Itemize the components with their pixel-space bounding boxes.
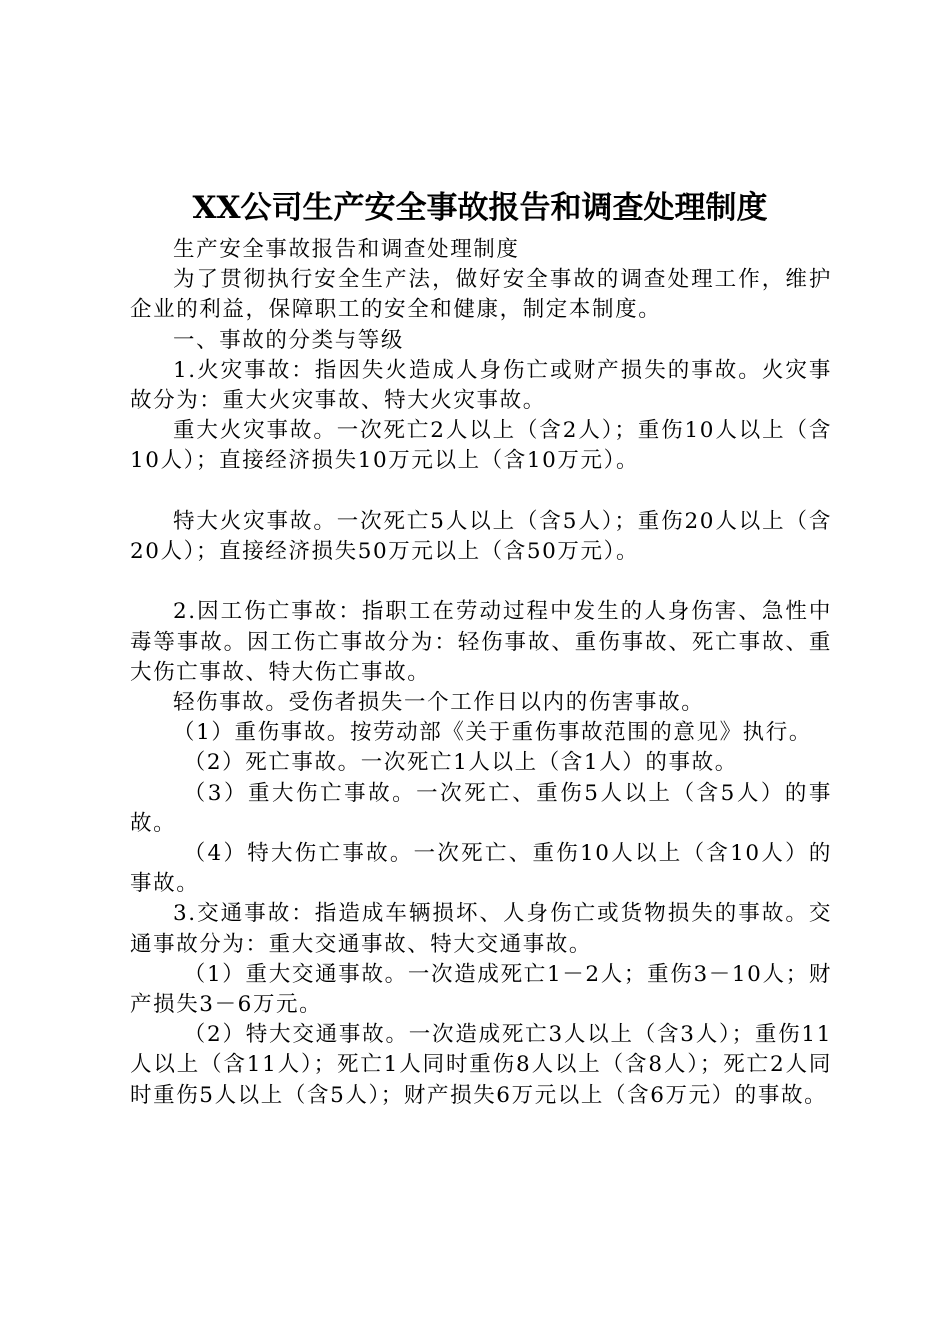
subtitle-paragraph: 生产安全事故报告和调查处理制度 xyxy=(173,237,520,262)
document-body xyxy=(130,235,832,1111)
extra-major-fire-paragraph: 特大火灾事故。一次死亡5人以上（含5人）；重伤20人以上（含20人）；直接经济损失50万元以上（含50万元）。 xyxy=(130,508,832,565)
fire-accident-paragraph: 1.火灾事故：指因失火造成人身伤亡或财产损失的事故。火灾事故分为：重大火灾事故、特大火灾事故。 xyxy=(130,357,832,414)
minor-injury-paragraph: 轻伤事故。受伤者损失一个工作日以内的伤害事故。 xyxy=(173,690,705,716)
extra-major-traffic-paragraph: （2）特大交通事故。一次造成死亡3人以上（含3人）；重伤11人以上（含11人）；死亡1人同时重伤8人以上（含8人）；死亡2人同时重伤5人以上（含5人）；财产损失6万元以上（含6万元）的事故。 xyxy=(130,1022,832,1108)
serious-injury-paragraph: （1）重伤事故。按劳动部《关于重伤事故范围的意见》执行。 xyxy=(173,720,812,746)
fatal-accident-paragraph: （2）死亡事故。一次死亡1人以上（含1人）的事故。 xyxy=(183,750,738,776)
work-injury-paragraph: 2.因工伤亡事故：指职工在劳动过程中发生的人身伤害、急性中毒等事故。因工伤亡事故分为：轻伤事故、重伤事故、死亡事故、重大伤亡事故、特大伤亡事故。 xyxy=(130,599,832,685)
section-heading: 一、事故的分类与等级 xyxy=(173,327,405,353)
document-title: XX公司生产安全事故报告和调查处理制度 xyxy=(192,190,768,226)
major-fire-paragraph: 重大火灾事故。一次死亡2人以上（含2人）；重伤10人以上（含10人）；直接经济损失10万元以上（含10万元）。 xyxy=(130,418,832,474)
major-casualty-paragraph: （3）重大伤亡事故。一次死亡、重伤5人以上（含5人）的事故。 xyxy=(130,780,832,836)
blank-line xyxy=(130,477,832,507)
traffic-accident-paragraph: 3.交通事故：指造成车辆损坏、人身伤亡或货物损失的事故。交通事故分为：重大交通事故、特大交通事故。 xyxy=(130,901,832,957)
extra-major-casualty-paragraph: （4）特大伤亡事故。一次死亡、重伤10人以上（含10人）的事故。 xyxy=(130,841,832,897)
intro-paragraph: 为了贯彻执行安全生产法，做好安全事故的调查处理工作，维护企业的利益，保障职工的安全和健康，制定本制度。 xyxy=(130,267,832,323)
blank-line xyxy=(130,567,832,597)
major-traffic-paragraph: （1）重大交通事故。一次造成死亡1－2人；重伤3－10人；财产损失3－6万元。 xyxy=(130,961,832,1018)
